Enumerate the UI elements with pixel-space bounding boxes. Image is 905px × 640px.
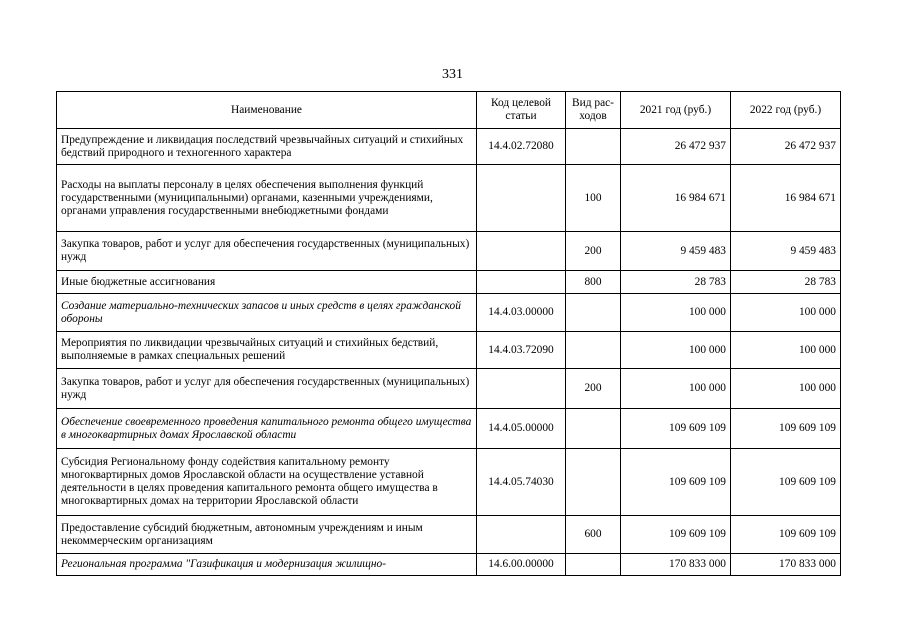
row-code: 14.4.02.72080 [477,129,566,165]
table-row [57,294,841,332]
row-2021: 109 609 109 [621,409,731,449]
row-2022: 100 000 [731,332,841,369]
row-type [566,129,621,165]
table-header-row [57,92,841,129]
table-row [57,129,841,165]
row-2021: 100 000 [621,332,731,369]
row-2022: 16 984 671 [731,165,841,232]
row-name: Обеспечение своевременного проведения капитального ремонта общего имущества в многоквартирных домах Ярославской области [57,409,477,449]
row-code [477,165,566,232]
table-row [57,449,841,516]
row-2021: 109 609 109 [621,516,731,554]
row-name: Региональная программа "Газификация и модернизация жилищно- [57,554,477,576]
row-name: Предупреждение и ликвидация последствий чрезвычайных ситуаций и стихийных бедствий природного и техногенного характера [57,129,477,165]
table-row [57,165,841,232]
row-2022: 109 609 109 [731,409,841,449]
row-2022: 109 609 109 [731,516,841,554]
row-2021: 170 833 000 [621,554,731,576]
row-2021: 9 459 483 [621,232,731,271]
row-2021: 100 000 [621,294,731,332]
row-code: 14.4.05.74030 [477,449,566,516]
table-row [57,369,841,409]
row-name: Расходы на выплаты персоналу в целях обеспечения выполнения функций государственными (муниципальными) органами, казенными учреждениями, органами управления государственными внебюджетными фондами [57,165,477,232]
row-code: 14.4.05.00000 [477,409,566,449]
row-type [566,409,621,449]
row-code: 14.4.03.72090 [477,332,566,369]
row-name: Мероприятия по ликвидации чрезвычайных ситуаций и стихийных бедствий, выполняемые в рамках специальных решений [57,332,477,369]
row-type: 800 [566,271,621,294]
row-name: Субсидия Региональному фонду содействия капитальному ремонту многоквартирных домов Ярославской области на осуществление уставной деятельности в целях проведения капитального ремонта общего имущества в многоквартирных домах на территории Ярославской области [57,449,477,516]
table-row [57,516,841,554]
row-type [566,449,621,516]
table-row [57,271,841,294]
row-2021: 100 000 [621,369,731,409]
table-row [57,332,841,369]
header-2022: 2022 год (руб.) [731,92,841,129]
row-code: 14.4.03.00000 [477,294,566,332]
row-2022: 9 459 483 [731,232,841,271]
table-row [57,232,841,271]
row-code [477,369,566,409]
row-type: 200 [566,369,621,409]
page-number: 331 [442,67,463,82]
row-name: Закупка товаров, работ и услуг для обеспечения государственных (муниципальных) нужд [57,232,477,271]
row-code [477,232,566,271]
row-2022: 100 000 [731,369,841,409]
row-name: Предоставление субсидий бюджетным, автономным учреждениям и иным некоммерческим организациям [57,516,477,554]
header-2021: 2021 год (руб.) [621,92,731,129]
row-name: Создание материально-технических запасов и иных средств в целях гражданской обороны [57,294,477,332]
header-name: Наименование [57,92,477,129]
row-2021: 28 783 [621,271,731,294]
row-name: Закупка товаров, работ и услуг для обеспечения государственных (муниципальных) нужд [57,369,477,409]
header-code: Код целевой статьи [477,92,566,129]
row-2021: 109 609 109 [621,449,731,516]
row-type: 600 [566,516,621,554]
row-name: Иные бюджетные ассигнования [57,271,477,294]
row-2021: 26 472 937 [621,129,731,165]
row-code [477,271,566,294]
row-2022: 109 609 109 [731,449,841,516]
row-type: 200 [566,232,621,271]
row-2022: 100 000 [731,294,841,332]
table-row [57,554,841,576]
row-type: 100 [566,165,621,232]
row-type [566,294,621,332]
row-code [477,516,566,554]
row-type [566,554,621,576]
budget-table [56,91,841,576]
table-row [57,409,841,449]
row-2022: 26 472 937 [731,129,841,165]
row-type [566,332,621,369]
header-type: Вид рас-ходов [566,92,621,129]
row-2022: 28 783 [731,271,841,294]
row-2021: 16 984 671 [621,165,731,232]
row-code: 14.6.00.00000 [477,554,566,576]
row-2022: 170 833 000 [731,554,841,576]
